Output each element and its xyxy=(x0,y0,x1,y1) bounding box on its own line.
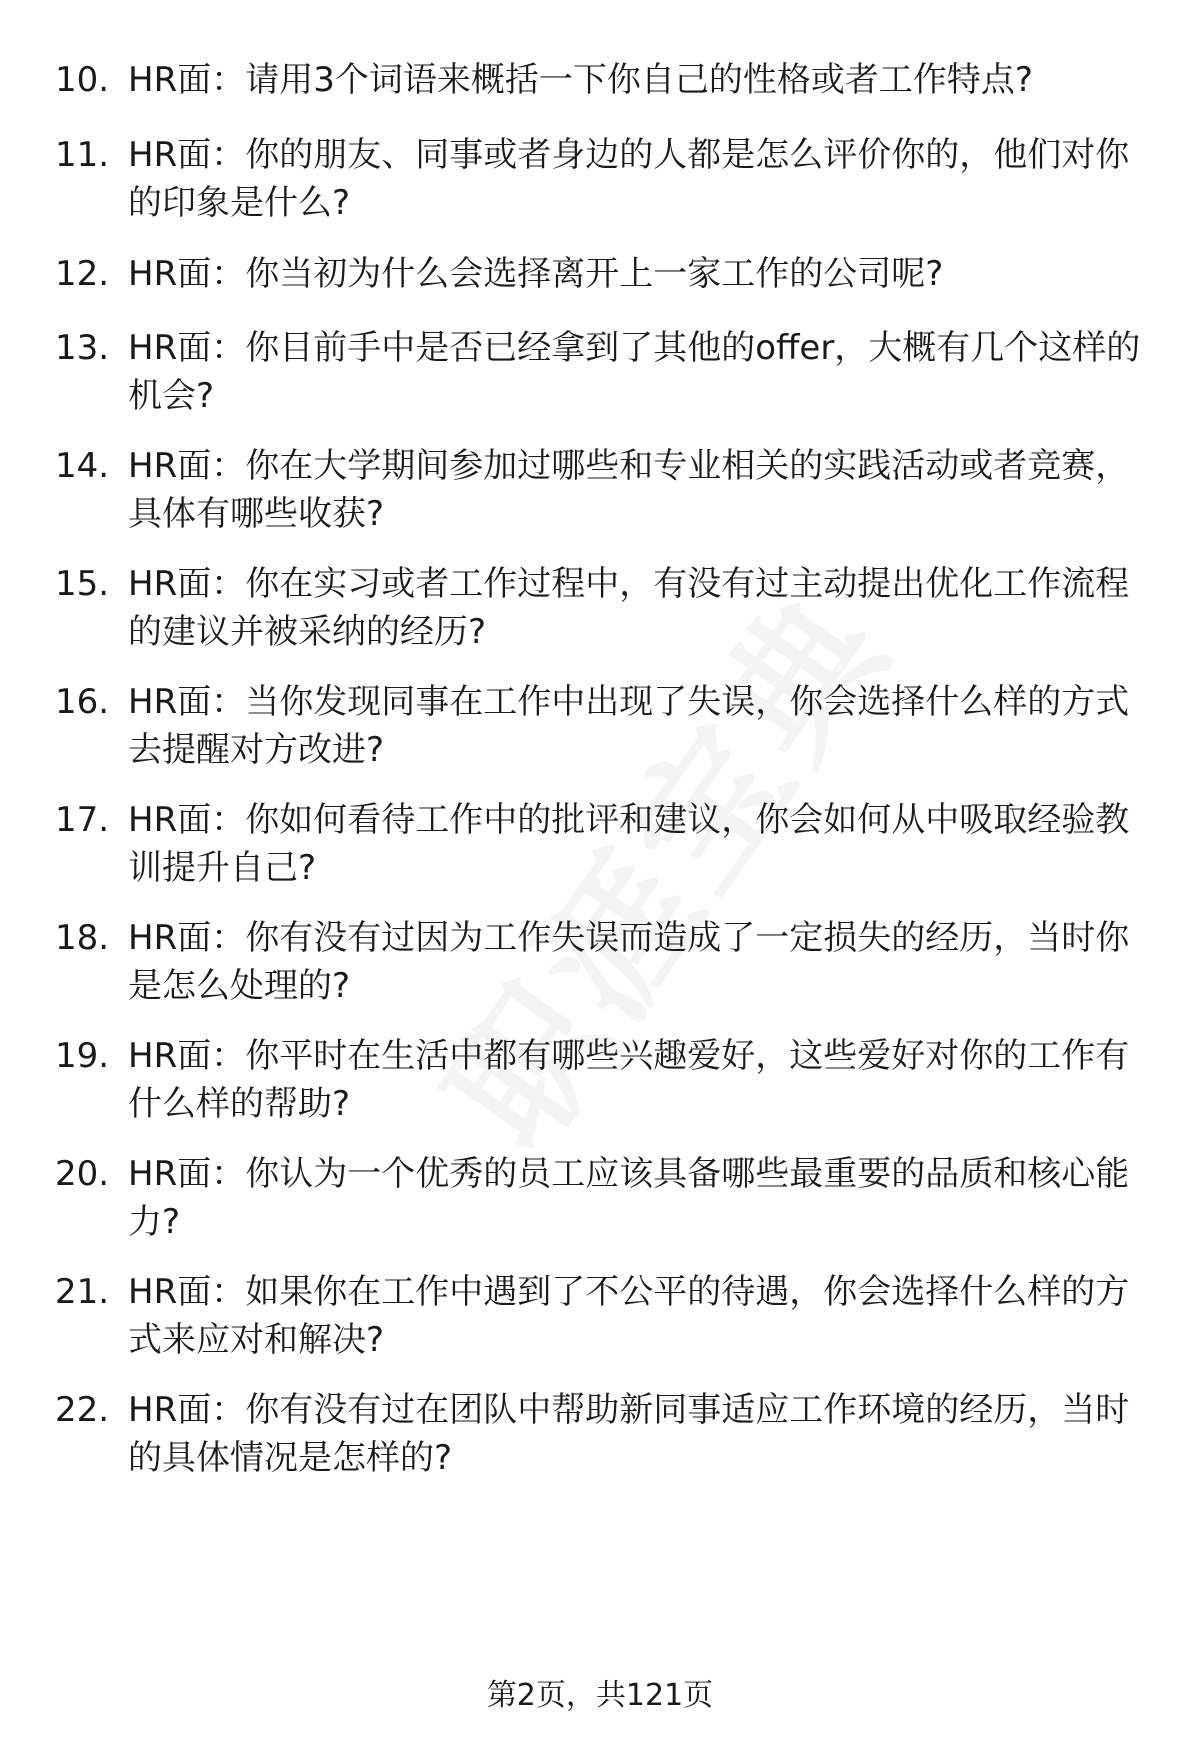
question-text: HR面：当你发现同事在工作中出现了失误，你会选择什么样的方式去提醒对方改进? xyxy=(128,682,1130,770)
question-number: 16. xyxy=(55,682,110,722)
question-number: 11. xyxy=(55,135,110,175)
question-text: HR面：你平时在生活中都有哪些兴趣爱好，这些爱好对你的工作有什么样的帮助? xyxy=(128,1036,1130,1124)
question-text: HR面：你的朋友、同事或者身边的人都是怎么评价你的，他们对你的印象是什么? xyxy=(128,135,1130,223)
page-footer xyxy=(0,1676,1200,1716)
question-number: 14. xyxy=(55,446,110,486)
question-text: HR面：你在大学期间参加过哪些和专业相关的实践活动或者竞赛，具体有哪些收获? xyxy=(128,446,1130,534)
page-number-label: 第2页，共121页 xyxy=(486,1678,714,1713)
question-text: HR面：你认为一个优秀的员工应该具备哪些最重要的品质和核心能力? xyxy=(128,1154,1130,1242)
question-text: HR面：你有没有过在团队中帮助新同事适应工作环境的经历，当时的具体情况是怎样的? xyxy=(128,1390,1130,1478)
question-number: 10. xyxy=(55,60,110,100)
question-number: 18. xyxy=(55,918,110,958)
question-text: HR面：你在实习或者工作过程中，有没有过主动提出优化工作流程的建议并被采纳的经历? xyxy=(128,564,1130,652)
question-number: 20. xyxy=(55,1154,110,1194)
question-number: 19. xyxy=(55,1036,110,1076)
question-text: HR面：你有没有过因为工作失误而造成了一定损失的经历，当时你是怎么处理的? xyxy=(128,918,1130,1006)
question-number: 22. xyxy=(55,1390,110,1430)
question-number: 17. xyxy=(55,800,110,840)
question-number: 15. xyxy=(55,564,110,604)
question-text: HR面：你当初为什么会选择离开上一家工作的公司呢? xyxy=(128,254,944,294)
question-text: HR面：如果你在工作中遇到了不公平的待遇，你会选择什么样的方式来应对和解决? xyxy=(128,1272,1130,1360)
question-number: 13. xyxy=(55,328,110,368)
question-text: HR面：你如何看待工作中的批评和建议，你会如何从中吸取经验教训提升自己? xyxy=(128,800,1130,888)
question-text: HR面：你目前手中是否已经拿到了其他的offer，大概有几个这样的机会? xyxy=(128,328,1141,416)
question-number: 12. xyxy=(55,254,110,294)
question-number: 21. xyxy=(55,1272,110,1312)
question-text: HR面：请用3个词语来概括一下你自己的性格或者工作特点? xyxy=(128,60,1033,100)
